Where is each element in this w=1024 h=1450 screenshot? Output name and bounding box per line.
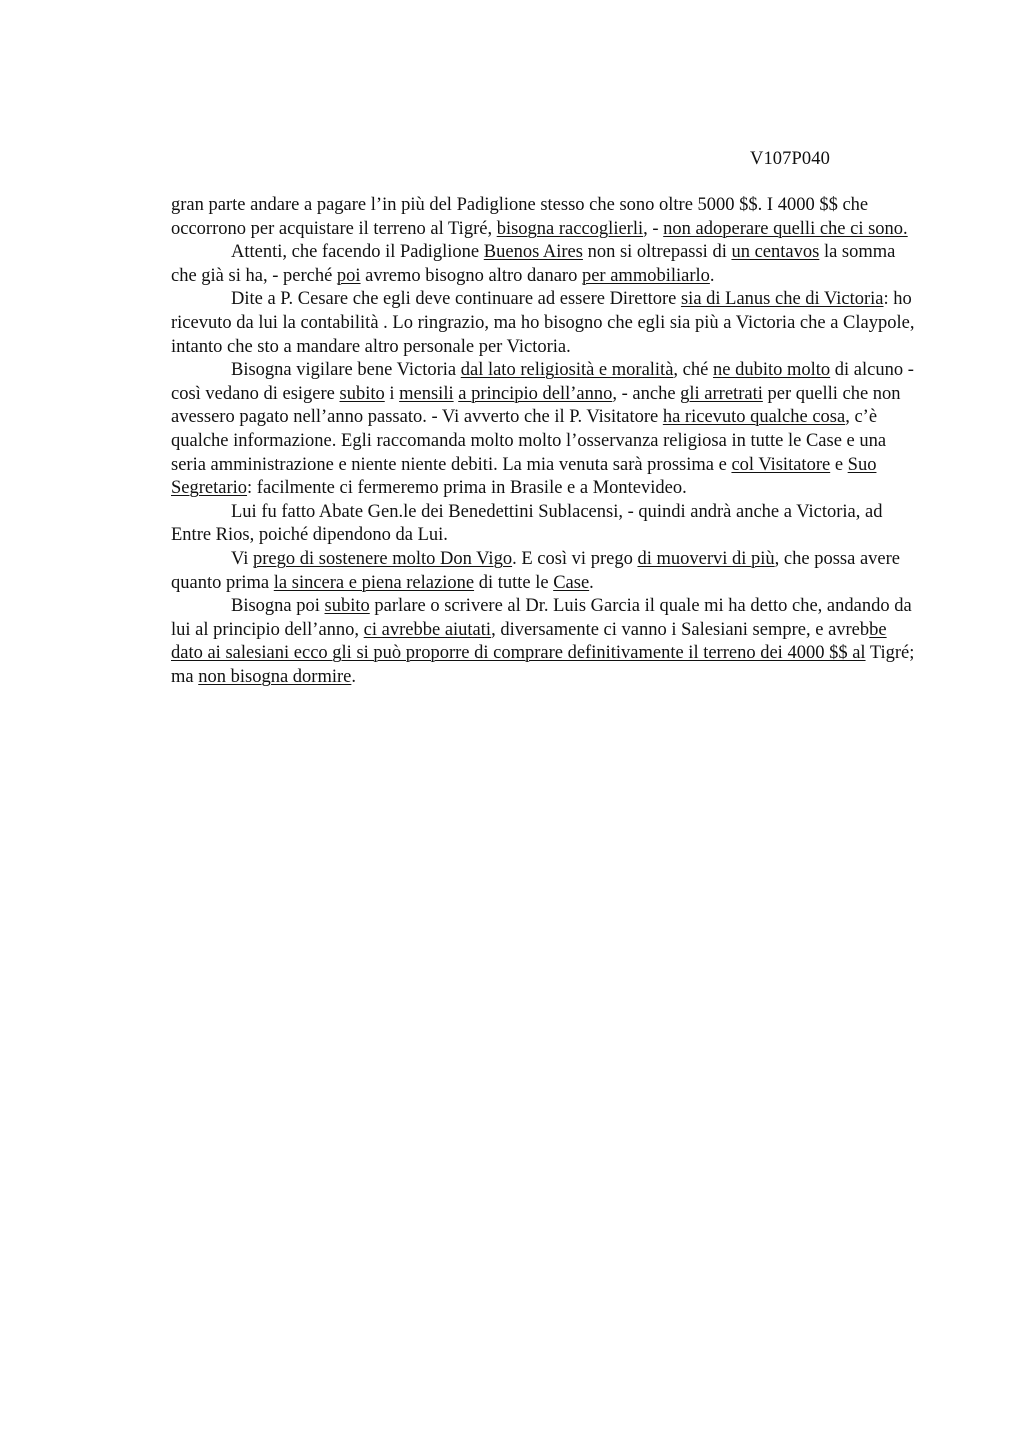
text-segment: , - [643,218,664,239]
underlined-phrase: Buenos Aires [483,242,583,263]
underlined-phrase: subito [324,596,370,617]
paragraph [171,194,923,241]
text-segment: i [384,383,400,404]
text-segment: , c’è qualche informazione. Egli raccomanda molto molto l’osservanza religiosa in tutte le Case e una seria amministrazione e niente niente debiti. La mia venuta sarà prossima e [171,407,887,475]
text-segment: e [830,454,848,475]
text-segment: di alcuno - così vedano di esigere [171,360,914,404]
underlined-phrase: sia di Lanus che di Victoria [680,289,884,310]
underlined-phrase: non adoperare quelli che ci sono. [663,218,908,239]
text-segment: : facilmente ci fermeremo prima in Brasile e a Montevideo. [247,478,687,499]
text-segment: di tutte le [474,572,554,593]
paragraph [171,501,923,548]
text-segment: . [589,572,594,593]
text-segment: , - anche [612,383,681,404]
underlined-phrase: prego di sostenere molto Don Vigo [253,548,513,569]
paragraph [171,241,923,288]
underlined-phrase: Suo Segretario [171,454,877,499]
text-segment: gran parte andare a pagare l’in più del Padiglione stesso che sono oltre 5000 $$. I 4000 $$ che occorrono per acquistare il terreno al Tigré, [171,195,869,239]
underlined-phrase: non bisogna dormire [198,666,352,687]
underlined-phrase: un centavos [731,242,820,263]
underlined-phrase: gli arretrati [680,383,763,404]
paragraph [171,359,923,501]
underlined-phrase: be dato ai salesiani ecco gli si può proporre di comprare definitivamente il terreno dei 4000 $$ al [171,619,887,664]
text-segment: per quelli che non avessero pagato nell’anno passato. - Vi avverto che il P. Visitatore [171,383,901,428]
underlined-phrase: per ammobiliarlo [581,265,710,286]
text-segment: Attenti, che facendo il Padiglione [231,242,484,263]
letter-body [171,194,923,689]
text-segment: . [351,666,356,687]
text-segment: la somma che già si ha, - perché [171,242,896,286]
text-segment: . E così vi prego [512,548,638,569]
text-segment: Vi [231,548,254,569]
underlined-phrase: la sincera e piena relazione [273,572,475,593]
text-segment: : ho ricevuto da lui la contabilità . Lo ringrazio, ma ho bisogno che egli sia più a Victoria che a Claypole, intanto che sto a mandare altro personale per Victoria. [171,289,915,357]
text-segment: Tigré; ma [171,643,915,687]
page-code: V107P040 [750,149,830,169]
text-segment: Bisogna poi [231,596,325,617]
underlined-phrase: col Visitatore [731,454,831,475]
text-segment: Dite a P. Cesare che egli deve continuare ad essere Direttore [231,289,681,310]
underlined-phrase: ha ricevuto qualche cosa [662,407,846,428]
paragraph [171,288,923,359]
text-segment: Bisogna vigilare bene Victoria [231,360,461,381]
underlined-phrase: a principio dell’anno [458,383,613,404]
underlined-phrase: poi [336,265,361,286]
text-segment: , diversamente ci vanno i Salesiani sempre, e avreb [491,619,870,640]
paragraph [171,548,923,595]
underlined-phrase: ne dubito molto [712,360,831,381]
text-segment: avremo bisogno altro danaro [360,265,582,286]
underlined-phrase: bisogna raccoglierli [496,218,644,239]
underlined-phrase: Case [553,572,590,593]
underlined-phrase: ci avrebbe aiutati [363,619,492,640]
text-segment: parlare o scrivere al Dr. Luis Garcia il quale mi ha detto che, andando da lui al principio dell’anno, [171,596,912,640]
text-segment: , ché [673,360,713,381]
underlined-phrase: subito [339,383,385,404]
text-segment: , che possa avere quanto prima [171,548,900,593]
text-segment: . [709,265,715,286]
underlined-phrase: di muovervi di più [637,548,775,569]
paragraph [171,595,923,689]
underlined-phrase: dal lato religiosità e moralità [460,360,674,381]
text-segment: Lui fu fatto Abate Gen.le dei Benedettini Sublacensi, - quindi andrà anche a Victoria, ad Entre Rios, poiché dipendono da Lui. [171,501,883,546]
underlined-phrase: mensili [399,383,454,404]
text-segment: non si oltrepassi di [582,242,732,263]
